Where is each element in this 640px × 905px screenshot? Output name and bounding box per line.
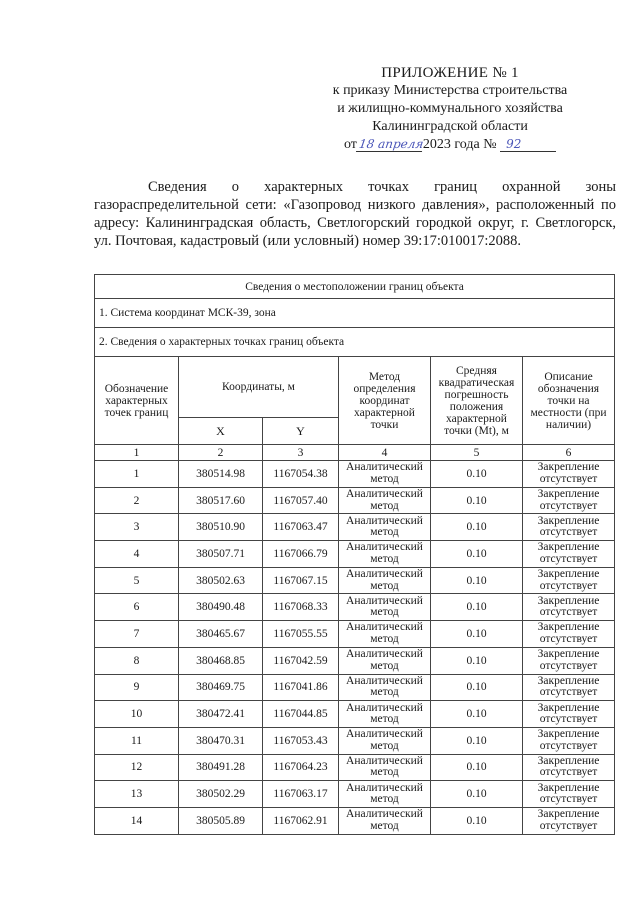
- coord-y-cell: 1167062.91: [263, 807, 339, 834]
- index-row: [95, 445, 615, 461]
- description-cell: Закрепление отсутствует: [523, 674, 615, 701]
- appendix-line-2: и жилищно-коммунального хозяйства: [337, 101, 563, 116]
- point-number-cell: 13: [95, 781, 179, 808]
- appendix-title: ПРИЛОЖЕНИЕ № 1: [381, 65, 519, 81]
- method-cell: Аналитический метод: [339, 621, 431, 648]
- date-prefix: от: [343, 137, 357, 152]
- mt-value-cell: 0.10: [431, 701, 523, 728]
- coord-y-cell: 1167057.40: [263, 487, 339, 514]
- coord-x-cell: 380468.85: [179, 647, 263, 674]
- point-number-cell: 9: [95, 674, 179, 701]
- coord-x-cell: 380502.63: [179, 567, 263, 594]
- index-cell: 2: [179, 445, 263, 461]
- description-cell: Закрепление отсутствует: [523, 514, 615, 541]
- table-row: [95, 621, 615, 648]
- mt-value-cell: 0.10: [431, 674, 523, 701]
- header-x: X: [179, 418, 263, 445]
- coord-x-cell: 380490.48: [179, 594, 263, 621]
- method-cell: Аналитический метод: [339, 781, 431, 808]
- method-cell: Аналитический метод: [339, 807, 431, 834]
- point-number-cell: 7: [95, 621, 179, 648]
- description-cell: Закрепление отсутствует: [523, 594, 615, 621]
- appendix-line-1: к приказу Министерства строительства: [332, 83, 568, 98]
- point-number-cell: 4: [95, 541, 179, 568]
- coord-y-cell: 1167055.55: [263, 621, 339, 648]
- point-number-cell: 12: [95, 754, 179, 781]
- coord-x-cell: 380517.60: [179, 487, 263, 514]
- table-row: [95, 754, 615, 781]
- method-cell: Аналитический метод: [339, 514, 431, 541]
- description-cell: Закрепление отсутствует: [523, 754, 615, 781]
- table-row: [95, 567, 615, 594]
- coord-y-cell: 1167063.47: [263, 514, 339, 541]
- header-method: Метод определения координат характерной точки: [339, 357, 431, 445]
- mt-value-cell: 0.10: [431, 514, 523, 541]
- coord-x-cell: 380505.89: [179, 807, 263, 834]
- intro-text: [94, 178, 616, 250]
- mt-value-cell: 0.10: [431, 461, 523, 488]
- table-row: [95, 487, 615, 514]
- handwritten-date: 18 апреля: [356, 137, 424, 152]
- intro-paragraph: Сведения о характерных точках границ охранной зоны газораспределительной сети: «Газопровод низкого давления», расположенный по адресу: Калининградская область, Светлогорский городкой округ, г. Светлогорск, ул. Почтовая, кадастровый (или условный) номер 39:17:010017:2088.: [94, 179, 616, 249]
- point-number-cell: 14: [95, 807, 179, 834]
- section-row: [95, 299, 615, 328]
- appendix-date-line: [300, 136, 600, 154]
- coord-x-cell: 380502.29: [179, 781, 263, 808]
- header-error: Средняя квадратическая погрешность положения характерной точки (Mt), м: [431, 357, 523, 445]
- description-cell: Закрепление отсутствует: [523, 781, 615, 808]
- table-row: [95, 594, 615, 621]
- method-cell: Аналитический метод: [339, 567, 431, 594]
- header-row: [95, 357, 615, 418]
- index-cell: 5: [431, 445, 523, 461]
- table-row: [95, 727, 615, 754]
- coord-x-cell: 380507.71: [179, 541, 263, 568]
- description-cell: Закрепление отсутствует: [523, 541, 615, 568]
- table-row: [95, 514, 615, 541]
- coord-x-cell: 380470.31: [179, 727, 263, 754]
- section-row: [95, 328, 615, 357]
- point-number-cell: 8: [95, 647, 179, 674]
- coord-y-cell: 1167066.79: [263, 541, 339, 568]
- index-cell: 3: [263, 445, 339, 461]
- mt-value-cell: 0.10: [431, 727, 523, 754]
- description-cell: Закрепление отсутствует: [523, 727, 615, 754]
- section-points: 2. Сведения о характерных точках границ объекта: [95, 328, 615, 357]
- coord-x-cell: 380465.67: [179, 621, 263, 648]
- table-row: [95, 807, 615, 834]
- table-row: [95, 541, 615, 568]
- coord-y-cell: 1167042.59: [263, 647, 339, 674]
- appendix-header: [300, 64, 600, 154]
- coord-y-cell: 1167054.38: [263, 461, 339, 488]
- coord-y-cell: 1167063.17: [263, 781, 339, 808]
- header-desc: Описание обозначения точки на местности (при наличии): [523, 357, 615, 445]
- header-y: Y: [263, 418, 339, 445]
- mt-value-cell: 0.10: [431, 807, 523, 834]
- method-cell: Аналитический метод: [339, 594, 431, 621]
- mt-value-cell: 0.10: [431, 567, 523, 594]
- coord-x-cell: 380491.28: [179, 754, 263, 781]
- method-cell: Аналитический метод: [339, 754, 431, 781]
- description-cell: Закрепление отсутствует: [523, 701, 615, 728]
- method-cell: Аналитический метод: [339, 461, 431, 488]
- coord-y-cell: 1167068.33: [263, 594, 339, 621]
- point-number-cell: 3: [95, 514, 179, 541]
- table-row: [95, 781, 615, 808]
- description-cell: Закрепление отсутствует: [523, 621, 615, 648]
- method-cell: Аналитический метод: [339, 674, 431, 701]
- description-cell: Закрепление отсутствует: [523, 487, 615, 514]
- coord-x-cell: 380510.90: [179, 514, 263, 541]
- point-number-cell: 1: [95, 461, 179, 488]
- table-title: Сведения о местоположении границ объекта: [95, 275, 615, 299]
- table-row: [95, 461, 615, 488]
- section-coordinate-system: 1. Система координат МСК-39, зона: [95, 299, 615, 328]
- date-suffix: 2023 года №: [422, 137, 497, 152]
- method-cell: Аналитический метод: [339, 647, 431, 674]
- mt-value-cell: 0.10: [431, 541, 523, 568]
- mt-value-cell: 0.10: [431, 487, 523, 514]
- handwritten-number: 92: [500, 137, 556, 152]
- header-point: Обозначение характерных точек границ: [95, 357, 179, 445]
- description-cell: Закрепление отсутствует: [523, 567, 615, 594]
- mt-value-cell: 0.10: [431, 594, 523, 621]
- table-title-row: [95, 275, 615, 299]
- coord-y-cell: 1167053.43: [263, 727, 339, 754]
- point-number-cell: 11: [95, 727, 179, 754]
- index-cell: 6: [523, 445, 615, 461]
- index-cell: 4: [339, 445, 431, 461]
- mt-value-cell: 0.10: [431, 754, 523, 781]
- coord-y-cell: 1167041.86: [263, 674, 339, 701]
- method-cell: Аналитический метод: [339, 541, 431, 568]
- table-row: [95, 701, 615, 728]
- point-number-cell: 10: [95, 701, 179, 728]
- index-cell: 1: [95, 445, 179, 461]
- point-number-cell: 5: [95, 567, 179, 594]
- method-cell: Аналитический метод: [339, 487, 431, 514]
- coord-y-cell: 1167067.15: [263, 567, 339, 594]
- header-coords: Координаты, м: [179, 357, 339, 418]
- appendix-line-3: Калининградской области: [372, 119, 528, 134]
- table-row: [95, 674, 615, 701]
- method-cell: Аналитический метод: [339, 727, 431, 754]
- method-cell: Аналитический метод: [339, 701, 431, 728]
- coord-y-cell: 1167064.23: [263, 754, 339, 781]
- table-row: [95, 647, 615, 674]
- coord-x-cell: 380514.98: [179, 461, 263, 488]
- description-cell: Закрепление отсутствует: [523, 461, 615, 488]
- point-number-cell: 2: [95, 487, 179, 514]
- boundary-table: [94, 274, 615, 835]
- description-cell: Закрепление отсутствует: [523, 807, 615, 834]
- mt-value-cell: 0.10: [431, 781, 523, 808]
- coord-y-cell: 1167044.85: [263, 701, 339, 728]
- description-cell: Закрепление отсутствует: [523, 647, 615, 674]
- coord-x-cell: 380469.75: [179, 674, 263, 701]
- point-number-cell: 6: [95, 594, 179, 621]
- coord-x-cell: 380472.41: [179, 701, 263, 728]
- mt-value-cell: 0.10: [431, 647, 523, 674]
- mt-value-cell: 0.10: [431, 621, 523, 648]
